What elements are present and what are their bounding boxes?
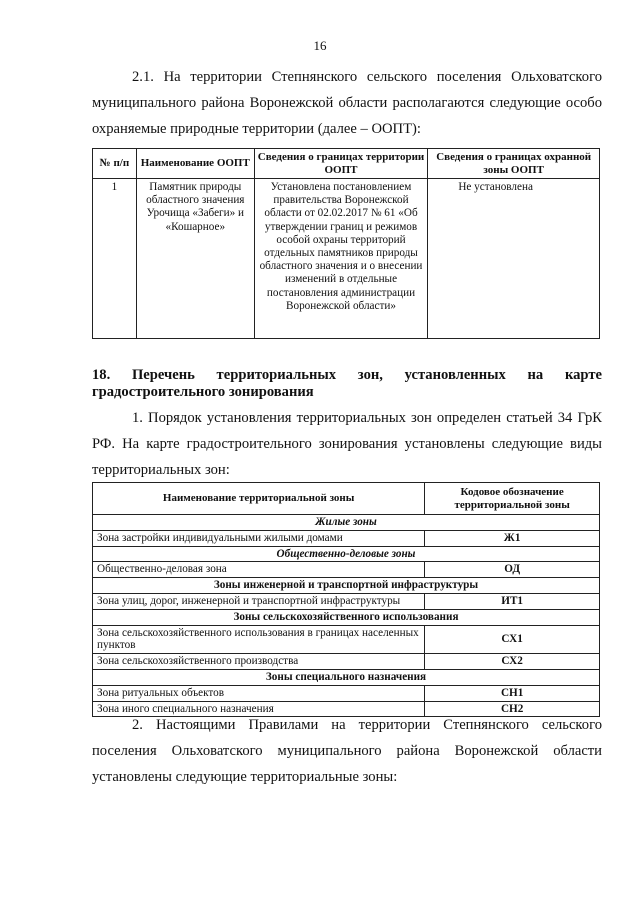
zone-group-row [93, 578, 600, 594]
zone-name: Зона улиц, дорог, инженерной и транспортной инфраструктуры [93, 593, 425, 609]
table-row [93, 685, 600, 701]
zone-group-row [93, 515, 600, 531]
zone-code: СН1 [425, 685, 600, 701]
zone-code: ОД [425, 562, 600, 578]
zone-code: СХ1 [425, 625, 600, 654]
section-18-heading: 18. Перечень территориальных зон, установленных на карте градостроительного зонирования [92, 367, 602, 400]
zones-table [92, 482, 600, 717]
oopt-header-borders: Сведения о границах территории ООПТ [254, 149, 428, 179]
zone-name: Зона сельскохозяйственного производства [93, 654, 425, 670]
oopt-cell-num: 1 [93, 179, 137, 339]
zone-code: Ж1 [425, 530, 600, 546]
paragraph-18-1: 1. Порядок установления территориальных зон определен статьей 34 ГрК РФ. На карте градостроительного зонирования установлены следующие виды территориальных зон: [92, 410, 602, 478]
zone-name: Общественно-деловая зона [93, 562, 425, 578]
page-number: 16 [313, 38, 327, 53]
zone-group-title: Жилые зоны [93, 515, 600, 531]
zone-name: Зона застройки индивидуальными жилыми домами [93, 530, 425, 546]
zone-name: Зона ритуальных объектов [93, 685, 425, 701]
table-row [93, 593, 600, 609]
zone-group-title: Зоны специального назначения [93, 669, 600, 685]
oopt-header-protection: Сведения о границах охранной зоны ООПТ [428, 149, 600, 179]
zone-code: СХ2 [425, 654, 600, 670]
zone-group-title: Зоны сельскохозяйственного использования [93, 609, 600, 625]
zones-table-header-row [93, 483, 600, 515]
table-row [93, 530, 600, 546]
zone-name: Зона сельскохозяйственного использования в границах населенных пунктов [93, 625, 425, 654]
table-row [93, 625, 600, 654]
oopt-cell-borders: Установлена постановлением правительства Воронежской области от 02.02.2017 № 61 «Об утверждении границ и режимов особой охраны территорий отдельных памятников природы областного значения и о внесении изменений в отдельные постановления администрации Воронежской области» [254, 179, 428, 339]
zone-group-row [93, 546, 600, 562]
zone-group-title: Общественно-деловые зоны [93, 546, 600, 562]
table-row [93, 179, 600, 339]
oopt-header-name: Наименование ООПТ [136, 149, 254, 179]
paragraph-2-1: 2.1. На территории Степнянского сельского поселения Ольховатского муниципального района Воронежской области располагаются следующие особо охраняемые природные территории (далее – ООПТ): [92, 69, 602, 137]
table-row [93, 654, 600, 670]
paragraph-18-2: 2. Настоящими Правилами на территории Степнянского сельского поселения Ольховатского муниципального района Воронежской области установлены следующие территориальные зоны: [92, 717, 602, 785]
zone-code: СН2 [425, 701, 600, 717]
zone-name: Зона иного специального назначения [93, 701, 425, 717]
zone-group-title: Зоны инженерной и транспортной инфраструктуры [93, 578, 600, 594]
zone-group-row [93, 609, 600, 625]
oopt-header-num: № п/п [93, 149, 137, 179]
zones-header-name: Наименование территориальной зоны [93, 483, 425, 515]
oopt-table [92, 148, 600, 339]
zone-code: ИТ1 [425, 593, 600, 609]
oopt-cell-name: Памятник природы областного значения Урочища «Забеги» и «Кошарное» [136, 179, 254, 339]
oopt-cell-protection: Не установлена [428, 179, 600, 339]
zone-group-row [93, 669, 600, 685]
table-row [93, 562, 600, 578]
zones-header-code: Кодовое обозначение территориальной зоны [425, 483, 600, 515]
oopt-table-header-row [93, 149, 600, 179]
